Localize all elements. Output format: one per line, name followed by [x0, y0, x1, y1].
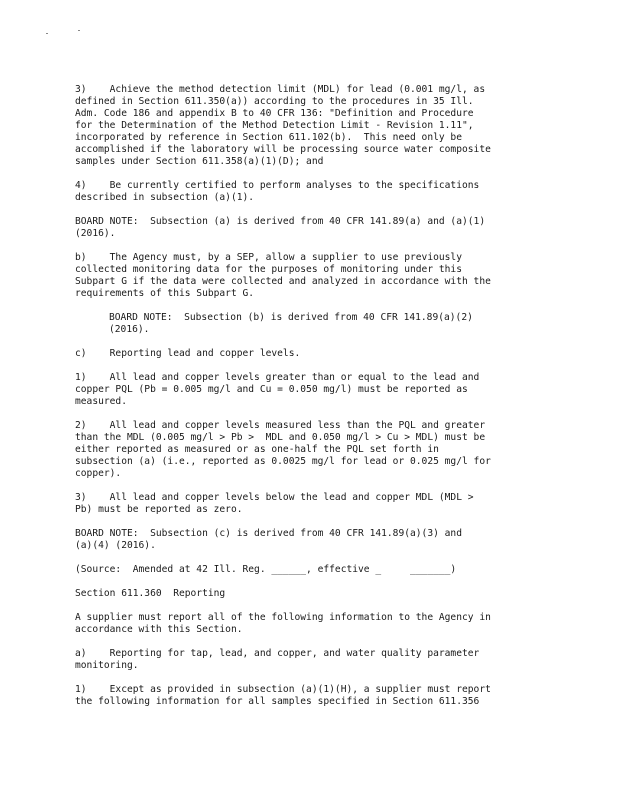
paragraph-a1-except: [75, 684, 545, 708]
text-line: 3) All lead and copper levels below the lead and copper MDL (MDL >: [75, 492, 474, 503]
text-line: than the MDL (0.005 mg/l > Pb > MDL and 0.050 mg/l > Cu > MDL) must be: [75, 432, 486, 443]
text-line: monitoring.: [75, 660, 139, 671]
text-line: (2016).: [75, 228, 116, 239]
board-note-subsection-c: [75, 528, 545, 552]
text-line: copper).: [75, 468, 122, 479]
paragraph-b-previous-data: [75, 252, 545, 300]
text-line: samples under Section 611.358(a)(1)(D); and: [75, 156, 324, 167]
text-line: Adm. Code 186 and appendix B to 40 CFR 136: "Definition and Procedure: [75, 108, 474, 119]
text-line: accomplished if the laboratory will be processing source water composite: [75, 144, 491, 155]
text-line: copper PQL (Pb = 0.005 mg/l and Cu = 0.050 mg/l) must be reported as: [75, 384, 468, 395]
text-line: c) Reporting lead and copper levels.: [75, 348, 301, 359]
text-line: subsection (a) (i.e., reported as 0.0025 mg/l for lead or 0.025 mg/l for: [75, 456, 491, 467]
text-line: either reported as measured or as one-half the PQL set forth in: [75, 444, 439, 455]
text-line: the following information for all samples specified in Section 611.356: [75, 696, 480, 707]
text-line: (a)(4) (2016).: [75, 540, 156, 551]
board-note-subsection-a: [75, 216, 545, 240]
text-line: BOARD NOTE: Subsection (c) is derived from 40 CFR 141.89(a)(3) and: [75, 528, 462, 539]
scan-speck: [78, 30, 80, 31]
board-note-subsection-b: [109, 312, 579, 336]
section-intro: [75, 612, 545, 636]
paragraph-a-reporting-monitoring: [75, 648, 545, 672]
text-line: measured.: [75, 396, 127, 407]
text-line: b) The Agency must, by a SEP, allow a supplier to use previously: [75, 252, 462, 263]
text-line: 4) Be currently certified to perform analyses to the specifications: [75, 180, 480, 191]
text-line: (Source: Amended at 42 Ill. Reg. ______, effective _ _______): [75, 564, 457, 575]
paragraph-a4-certification: [75, 180, 545, 204]
text-line: incorporated by reference in Section 611.102(b). This need only be: [75, 132, 462, 143]
text-line: Pb) must be reported as zero.: [75, 504, 243, 515]
text-line: 3) Achieve the method detection limit (MDL) for lead (0.001 mg/l, as: [75, 84, 486, 95]
text-line: A supplier must report all of the following information to the Agency in: [75, 612, 491, 623]
source-note: [75, 564, 545, 576]
scan-speck: [46, 33, 48, 34]
text-line: BOARD NOTE: Subsection (a) is derived from 40 CFR 141.89(a) and (a)(1): [75, 216, 486, 227]
text-line: 1) All lead and copper levels greater than or equal to the lead and: [75, 372, 480, 383]
text-line: (2016).: [109, 324, 150, 335]
paragraph-c-reporting-levels: [75, 348, 545, 360]
text-line: 2) All lead and copper levels measured less than the PQL and greater: [75, 420, 486, 431]
text-line: described in subsection (a)(1).: [75, 192, 255, 203]
text-line: requirements of this Subpart G.: [75, 288, 255, 299]
text-line: for the Determination of the Method Detection Limit - Revision 1.11",: [75, 120, 474, 131]
paragraph-a3-method-detection-limit: [75, 84, 545, 168]
text-line: a) Reporting for tap, lead, and copper, and water quality parameter: [75, 648, 480, 659]
text-line: 1) Except as provided in subsection (a)(1)(H), a supplier must report: [75, 684, 491, 695]
text-line: accordance with this Section.: [75, 624, 243, 635]
paragraph-c2-between-mdl-pql: [75, 420, 545, 480]
section-heading-611-360: [75, 588, 545, 600]
paragraph-c1-above-pql: [75, 372, 545, 408]
text-line: BOARD NOTE: Subsection (b) is derived from 40 CFR 141.89(a)(2): [109, 312, 473, 323]
text-line: collected monitoring data for the purposes of monitoring under this: [75, 264, 462, 275]
text-line: defined in Section 611.350(a)) according to the procedures in 35 Ill.: [75, 96, 474, 107]
paragraph-c3-below-mdl: [75, 492, 545, 516]
text-line: Subpart G if the data were collected and analyzed in accordance with the: [75, 276, 491, 287]
text-line: Section 611.360 Reporting: [75, 588, 226, 599]
